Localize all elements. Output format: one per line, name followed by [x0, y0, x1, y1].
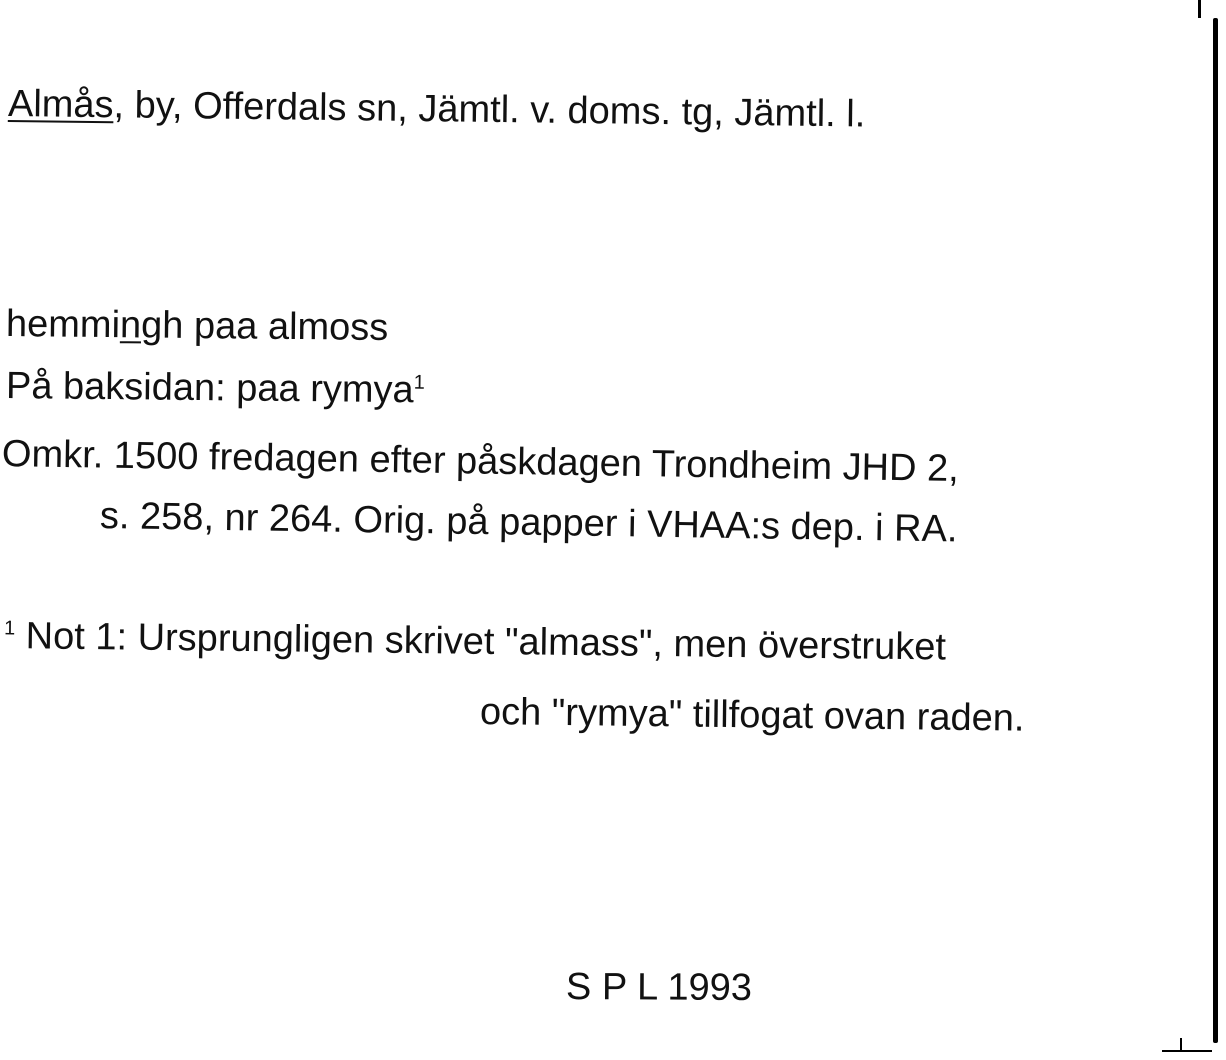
reverse-side-line	[6, 364, 425, 412]
footnote-line-2: och "rymya" tillfogat ovan raden.	[479, 691, 1025, 740]
bottom-edge-mark	[1162, 1050, 1212, 1052]
source-line-1: Omkr. 1500 fredagen efter påskdagen Trondheim JHD 2,	[1, 433, 960, 491]
entry-form-line	[6, 302, 389, 350]
entry-form-suffix: gh paa almoss	[140, 304, 389, 350]
footnote-line-1	[4, 614, 946, 670]
card-heading	[8, 82, 866, 136]
signature: S P L 1993	[565, 966, 753, 1009]
top-edge-mark	[1198, 0, 1201, 18]
footnote-marker: 1	[3, 617, 16, 640]
place-name: Almås	[7, 83, 114, 127]
entry-form-prefix: hemmi	[5, 303, 121, 347]
entry-form-underlined-letter: n	[119, 304, 142, 347]
bottom-edge-tick	[1180, 1038, 1182, 1052]
reverse-side-text: På baksidan: paa rymya	[5, 365, 414, 412]
footnote-reference: 1	[413, 371, 425, 394]
right-edge-rule	[1213, 18, 1218, 1043]
source-line-2: s. 258, nr 264. Orig. på papper i VHAA:s dep. i RA.	[99, 495, 958, 551]
place-description: , by, Offerdals sn, Jämtl. v. doms. tg, Jämtl. l.	[113, 84, 866, 136]
footnote-text-1: Not 1: Ursprungligen skrivet "almass", men överstruket	[14, 615, 947, 669]
